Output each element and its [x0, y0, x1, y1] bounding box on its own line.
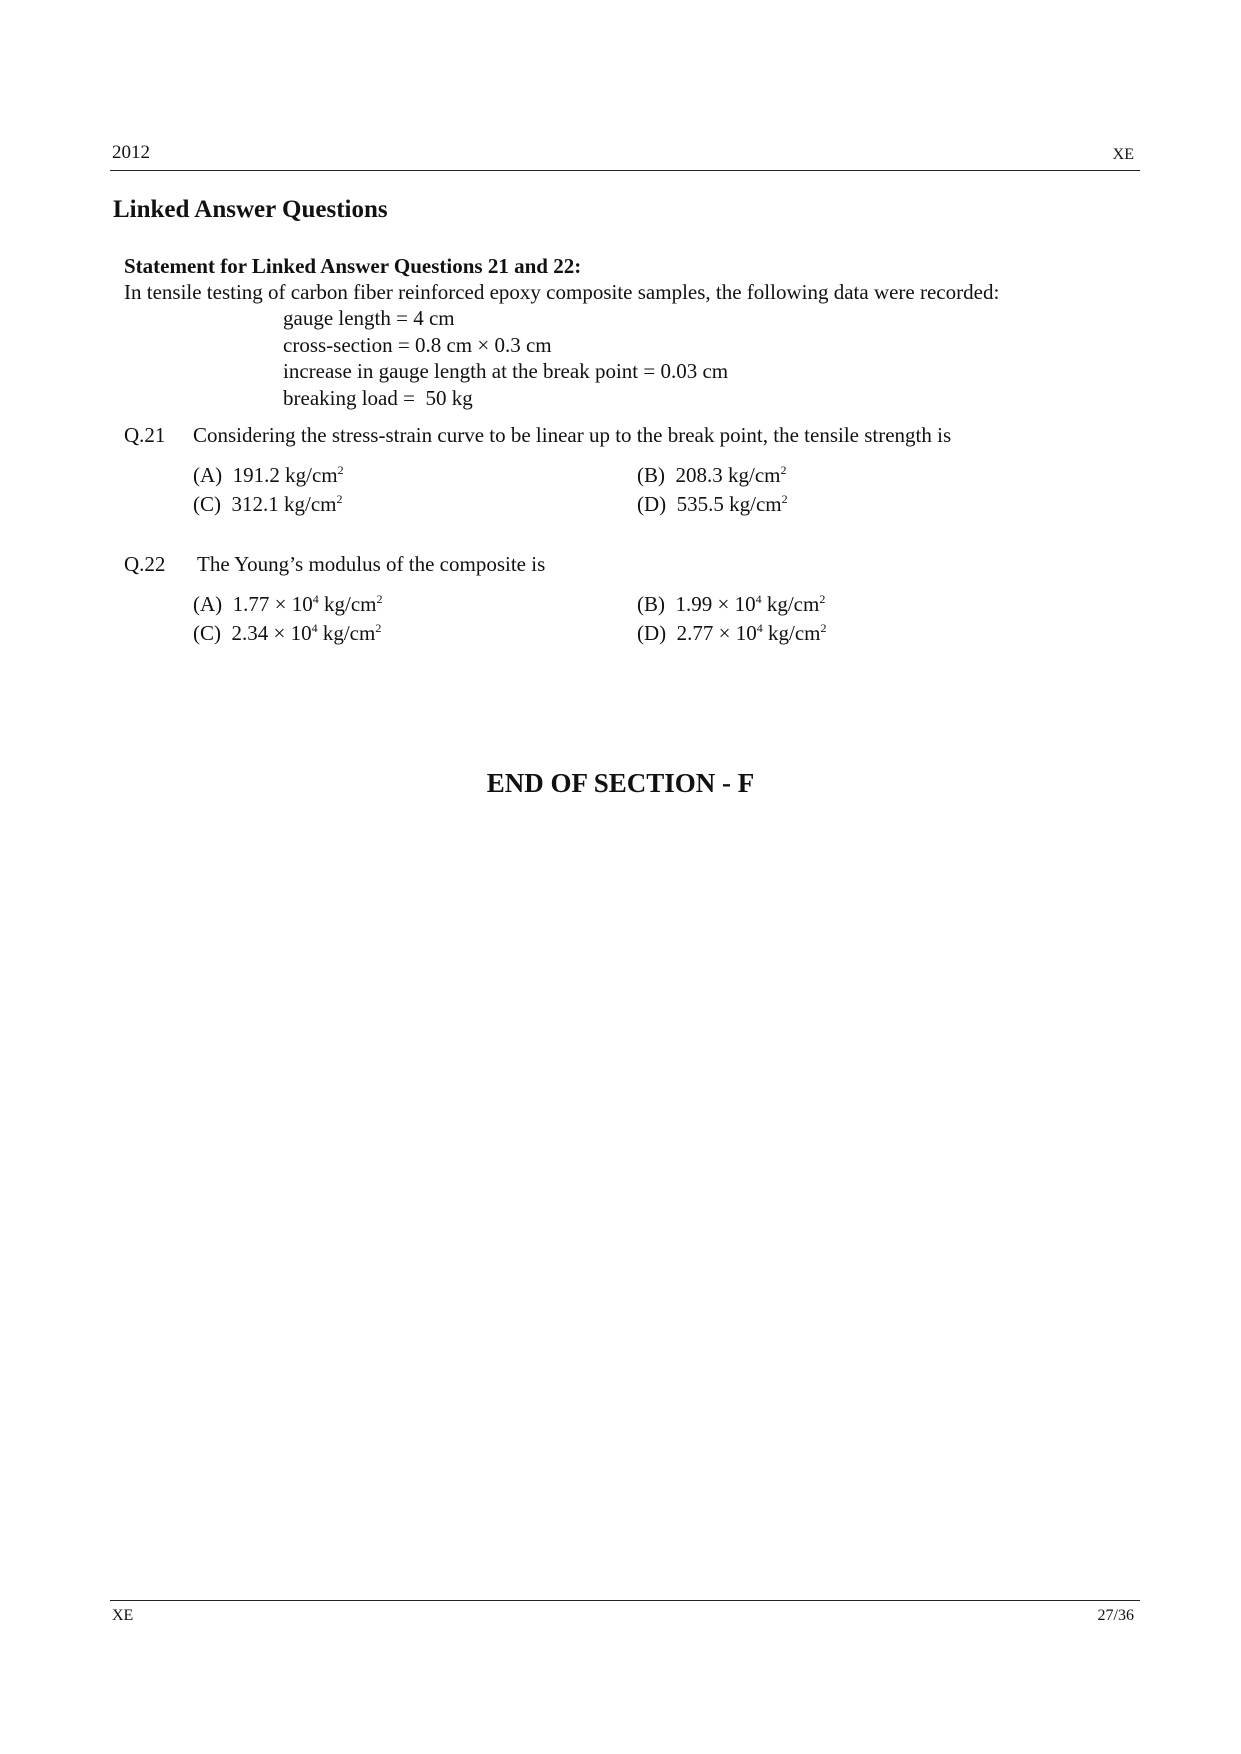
header-year: 2012 — [112, 142, 150, 163]
page-header — [110, 142, 1140, 171]
option-label: (D) — [637, 621, 667, 645]
option-mantissa: 2.77 × 10 — [676, 621, 757, 645]
q21-option-b — [637, 463, 787, 488]
option-exponent: 2 — [337, 463, 344, 477]
question-number: Q.22 — [124, 552, 166, 576]
option-unit: kg/cm — [762, 621, 821, 645]
question-text: Considering the stress-strain curve to be linear up to the break point, the tensile strength is — [193, 423, 952, 447]
data-gauge-increase: increase in gauge length at the break point = 0.03 cm — [283, 359, 729, 383]
option-power: 4 — [756, 621, 763, 635]
option-power: 4 — [312, 592, 319, 606]
section-heading: Linked Answer Questions — [113, 196, 388, 223]
option-label: (A) — [193, 592, 223, 616]
footer-page-number: 27/36 — [1097, 1607, 1134, 1624]
statement-intro: In tensile testing of carbon fiber reinforced epoxy composite samples, the following data were recorded: — [124, 280, 1000, 304]
option-value: 208.3 kg/cm — [675, 463, 781, 487]
option-value: 535.5 kg/cm — [676, 492, 782, 516]
option-exponent: 2 — [820, 621, 827, 635]
footer-paper-code: XE — [112, 1607, 134, 1624]
option-value: 191.2 kg/cm — [232, 463, 338, 487]
q21-option-d — [637, 492, 788, 517]
option-exponent: 2 — [375, 621, 382, 635]
option-label: (C) — [193, 621, 221, 645]
data-gauge-length: gauge length = 4 cm — [283, 306, 455, 330]
option-mantissa: 1.99 × 10 — [675, 592, 756, 616]
q22-option-d — [637, 621, 827, 646]
page-footer — [110, 1600, 1140, 1624]
option-label: (A) — [193, 463, 223, 487]
question-number: Q.21 — [124, 423, 166, 447]
option-value: 312.1 kg/cm — [231, 492, 337, 516]
option-unit: kg/cm — [317, 621, 376, 645]
data-breaking-load: breaking load = 50 kg — [283, 385, 473, 410]
option-unit: kg/cm — [761, 592, 820, 616]
q21-option-a — [193, 463, 344, 488]
q22-option-a — [193, 592, 383, 617]
data-cross-section: cross-section = 0.8 cm × 0.3 cm — [283, 332, 552, 357]
q22-option-b — [637, 592, 825, 617]
option-mantissa: 2.34 × 10 — [231, 621, 312, 645]
q22-option-c — [193, 621, 381, 646]
header-paper-code: XE — [1112, 146, 1134, 163]
option-exponent: 2 — [376, 592, 383, 606]
option-label: (B) — [637, 592, 665, 616]
option-label: (D) — [637, 492, 667, 516]
option-label: (C) — [193, 492, 221, 516]
option-exponent: 2 — [780, 463, 787, 477]
option-mantissa: 1.77 × 10 — [232, 592, 313, 616]
option-exponent: 2 — [819, 592, 826, 606]
option-power: 4 — [311, 621, 318, 635]
option-exponent: 2 — [336, 492, 343, 506]
option-power: 4 — [755, 592, 762, 606]
recorded-data-list — [283, 305, 728, 411]
option-label: (B) — [637, 463, 665, 487]
option-exponent: 2 — [781, 492, 788, 506]
question-text: The Young’s modulus of the composite is — [197, 552, 546, 576]
option-unit: kg/cm — [318, 592, 377, 616]
statement-title: Statement for Linked Answer Questions 21 and 22: — [124, 254, 582, 278]
end-of-section-heading: END OF SECTION - F — [486, 768, 755, 798]
q21-option-c — [193, 492, 343, 517]
